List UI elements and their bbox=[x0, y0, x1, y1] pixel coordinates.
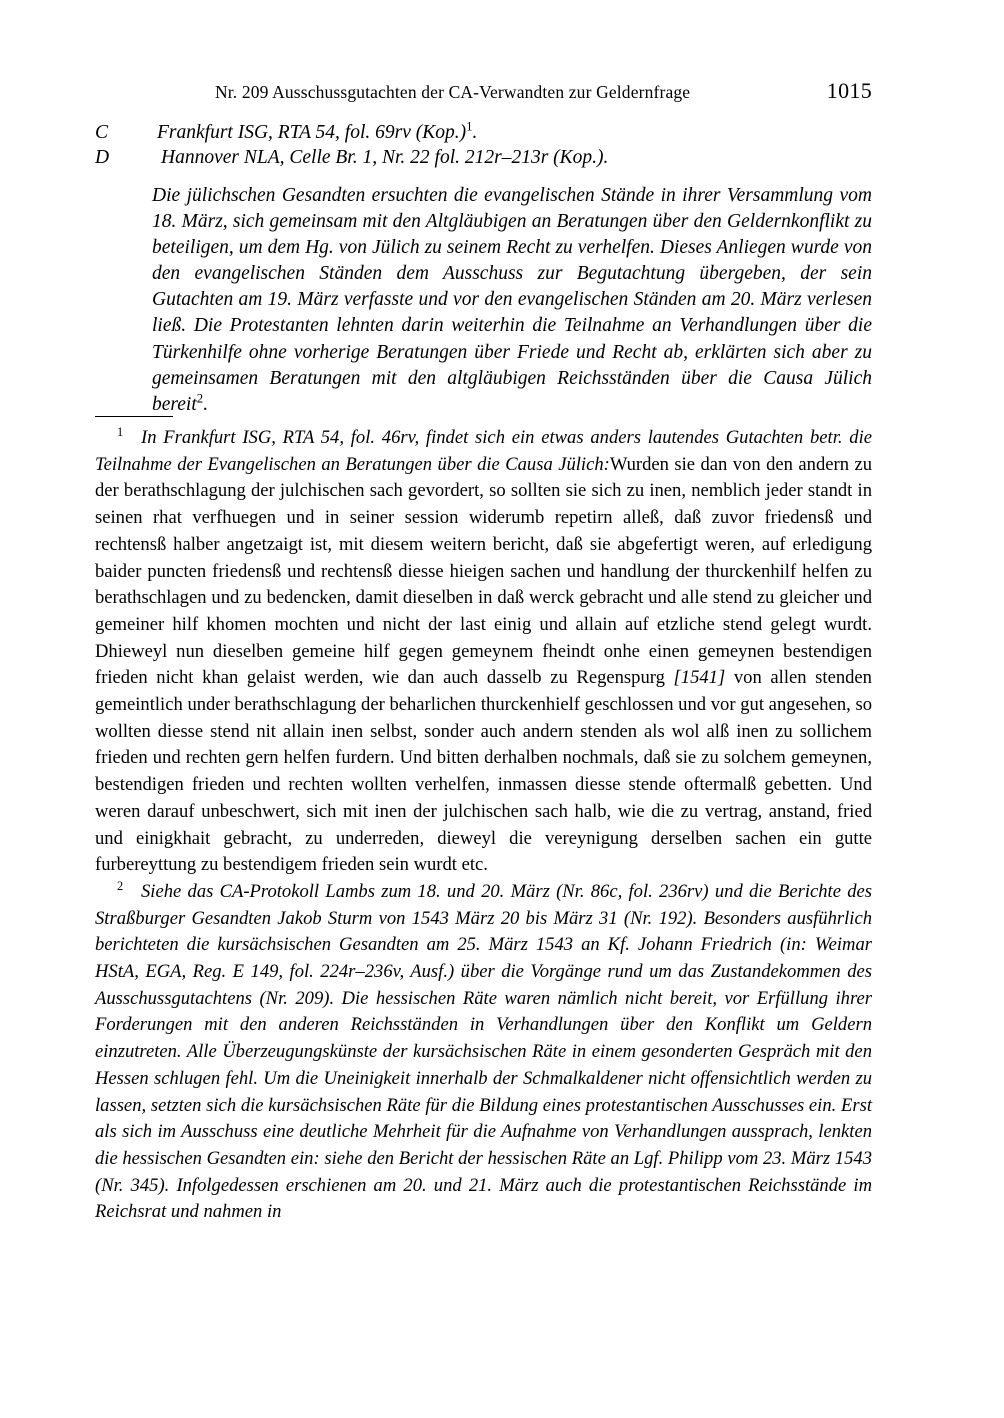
footnote-reference-1[interactable]: 1 bbox=[466, 119, 473, 134]
running-head-title: Nr. 209 Ausschussgutachten der CA-Verwandten zur Geldernfrage bbox=[215, 82, 691, 102]
page-number: 1015 bbox=[826, 78, 872, 103]
footnote-apparatus bbox=[95, 425, 872, 1226]
source-siglum: C bbox=[95, 122, 109, 143]
source-citation-tail: . bbox=[472, 122, 478, 143]
footnote-reference-2[interactable]: 2 bbox=[196, 391, 204, 406]
source-citation: Hannover NLA, Celle Br. 1, Nr. 22 fol. 212r–213r (Kop.). bbox=[161, 147, 609, 168]
source-entry-d bbox=[95, 145, 872, 170]
source-citation bbox=[157, 120, 872, 145]
running-head bbox=[95, 78, 872, 104]
footnote-1: 1 In Frankfurt ISG, RTA 54, fol. 46rv, findet sich ein etwas anders lautendes Gutachten betr. die Teilnahme der Evangelischen an Beratungen über die Causa Jülich:Wurden sie dan von den andern zu der berathschlagung der julchischen sach gevordert, so sollten sie sich zu inen, nemblich jeder standt in seinen rhat verfhuegen und in seiner session widerumb repetirn alleß, daß zuvor friedensß und rechtensß halber angetzaigt ist, mit diesem weitern bericht, daß sie abgefertigt weren, auf erledigung baider puncten friedensß und rechtensß diesse hieigen sachen und handlung der thurckenhilf helfen zu berathschlagen und zu bedencken, damit dieselben in daß werck gebracht und alle stend zu gleicher und gemeiner hilf khomen mochten und nicht der last einig und allain auf etzliche stend gelegt wurdt. Dhieweyl nun dieselben gemeine hilf gegen gemeynem fheindt onhe einen gemeynen bestendigen frieden nicht khan gelaist werden, wie dan auch dasselb zu Regenspurg [1541] von allen stenden gemeintlich under berathschlagung der beharlichen thurckenhielf geschlossen und vor gut angesehen, so wollten diesse stend nit allain inen selbst, sonder auch andern stenden als wol alß inen zu sollichem frieden und rechten gern helfen furdern. Und bitten derhalben nochmals, daß sie zu solchem gemeynen, bestendigen frieden und rechten wollten verhelfen, inmassen diesse stende oftermalß gebetten. Und weren darauf unbeschwert, sich mit inen der julchischen sach halb, wie die zu vertrag, anstand, fried und einigkhait gebracht, zu underreden, dieweyl die vereynigung derselben sachen ein gutte furbereyttung zu bestendigem frieden sein wurdt etc. bbox=[95, 424, 872, 876]
footnote-editorial-date: [1541] bbox=[673, 667, 726, 689]
footnote-lead-text: In Frankfurt ISG, RTA 54, fol. 46rv, findet sich ein etwas anders lautendes Gutachten betr. die Teilnahme der Evangelischen an Beratungen über die Causa Jülich: bbox=[95, 427, 872, 475]
source-entry-c bbox=[95, 120, 872, 145]
regest-text: Die jülichschen Gesandten ersuchten die evangelischen Stände in ihrer Versammlung vom 18. März, sich gemeinsam mit den Altgläubigen an Beratungen über den Geldernkonflikt zu beteiligen, um dem Hg. von Jülich zu seinem Recht zu verhelfen. Dieses Anliegen wurde von den evangelischen Ständen dem Ausschuss zur Begutachtung übergeben, der sein Gutachten am 19. März verfasste und vor den evangelischen Ständen am 20. März verlesen ließ. Die Protestanten lehnten darin weiterhin die Teilnahme an Verhandlungen über die Türkenhilfe ohne vorherige Beratungen über Friede und Recht ab, erklärten sich aber zu gemeinsamen Beratungen mit den altgläubigen Reichsständen über die Causa Jülich bereit bbox=[152, 185, 872, 415]
source-sigla-list bbox=[95, 120, 872, 170]
footnote-quoted-text-part-2: von allen stenden gemeintlich under berathschlagung der beharlichen thurckenhielf geschlossen und vor gut angesehen, so wollten diesse stend nit allain inen selbst, sonder auch andern stenden als wol alß inen zu sollichem frieden und rechten gern helfen furdern. Und bitten derhalben nochmals, daß sie zu solchem gemeynen, bestendigen frieden und rechten wollten verhelfen, inmassen diesse stende oftermalß gebetten. Und weren darauf unbeschwert, sich mit inen der julchischen sach halb, wie die zu vertrag, anstand, fried und einigkhait gebracht, zu underreden, dieweyl die vereynigung derselben sachen ein gutte furbereyttung zu bestendigem frieden sein wurdt etc. bbox=[95, 667, 872, 876]
footnote-quoted-text-part-1: Wurden sie dan von den andern zu der berathschlagung der julchischen sach gevordert, so sollten sie sich zu inen, nemblich jeder standt in seinen rhat verfhuegen und in seiner session widerumb repetirn alleß, daß zuvor friedensß und rechtensß halber angetzaigt ist, mit diesem weitern bericht, daß sie abgefertigt weren, auf erledigung baider puncten friedensß und rechtensß diesse hieigen sachen und handlung der thurckenhilf helfen zu berathschlagen und zu bedencken, damit dieselben in daß werck gebracht und alle stend zu gleicher und gemeiner hilf khomen mochten und nicht der last einig und allain auf etzliche stend gelegt wurdt. Dhieweyl nun dieselben gemeine hilf gegen gemeynem fheindt onhe einen gemeynen bestendigen frieden nicht khan gelaist werden, wie dan auch dasselb zu Regenspurg bbox=[95, 453, 872, 689]
footnote-separator-rule bbox=[95, 416, 173, 417]
source-siglum: D bbox=[95, 147, 110, 168]
regest-tail: . bbox=[203, 393, 209, 415]
footnote-lead-text: Siehe das CA-Protokoll Lambs zum 18. und 20. März (Nr. 86c, fol. 236rv) und die Berichte des Straßburger Gesandten Jakob Sturm von 1543 März 20 bis März 31 (Nr. 192). Besonders ausführlich berichteten die kursächsischen Gesandten am 25. März 1543 an Kf. Johann Friedrich (in: Weimar HStA, EGA, Reg. E 149, fol. 224r–236v, Ausf.) über die Vorgänge rund um das Zustandekommen des Ausschussgutachtens (Nr. 209). Die hessischen Räte waren nämlich nicht bereit, vor Erfüllung ihrer Forderungen mit den anderen Reichsständen in Verhandlungen über den Konflikt um Geldern einzutreten. Alle Überzeugungskünste der kursächsischen Räte in einem gesonderten Gespräch mit den Hessen schlugen fehl. Um die Uneinigkeit innerhalb der Schmalkaldener nicht offensichtlich werden zu lassen, setzten sich die kursächsischen Räte für die Bildung eines protestantischen Ausschusses ein. Erst als sich im Ausschuss eine deutliche Mehrheit für die Aufnahme von Verhandlungen aussprach, lenkten die hessischen Gesandten ein: siehe den Bericht der hessischen Räte an Lgf. Philipp vom 23. März 1543 (Nr. 345). Infolgedessen erschienen am 20. und 21. März auch die protestantischen Reichsstände im Reichsrat und nahmen in bbox=[95, 880, 872, 1223]
regest-paragraph bbox=[152, 183, 872, 418]
source-citation-text: Frankfurt ISG, RTA 54, fol. 69rv (Kop.) bbox=[157, 122, 467, 143]
footnote-2: 2 Siehe das CA-Protokoll Lambs zum 18. und 20. März (Nr. 86c, fol. 236rv) und die Berichte des Straßburger Gesandten Jakob Sturm von 1543 März 20 bis März 31 (Nr. 192). Besonders ausführlich berichteten die kursächsischen Gesandten am 25. März 1543 an Kf. Johann Friedrich (in: Weimar HStA, EGA, Reg. E 149, fol. 224r–236v, Ausf.) über die Vorgänge rund um das Zustandekommen des Ausschussgutachtens (Nr. 209). Die hessischen Räte waren nämlich nicht bereit, vor Erfüllung ihrer Forderungen mit den anderen Reichsständen in Verhandlungen über den Konflikt um Geldern einzutreten. Alle Überzeugungskünste der kursächsischen Räte in einem gesonderten Gespräch mit den Hessen schlugen fehl. Um die Uneinigkeit innerhalb der Schmalkaldener nicht offensichtlich werden zu lassen, setzten sich die kursächsischen Räte für die Bildung eines protestantischen Ausschusses ein. Erst als sich im Ausschuss eine deutliche Mehrheit für die Aufnahme von Verhandlungen aussprach, lenkten die hessischen Gesandten ein: siehe den Bericht der hessischen Räte an Lgf. Philipp vom 23. März 1543 (Nr. 345). Infolgedessen erschienen am 20. und 21. März auch die protestantischen Reichsstände im Reichsrat und nahmen in bbox=[95, 878, 872, 1223]
